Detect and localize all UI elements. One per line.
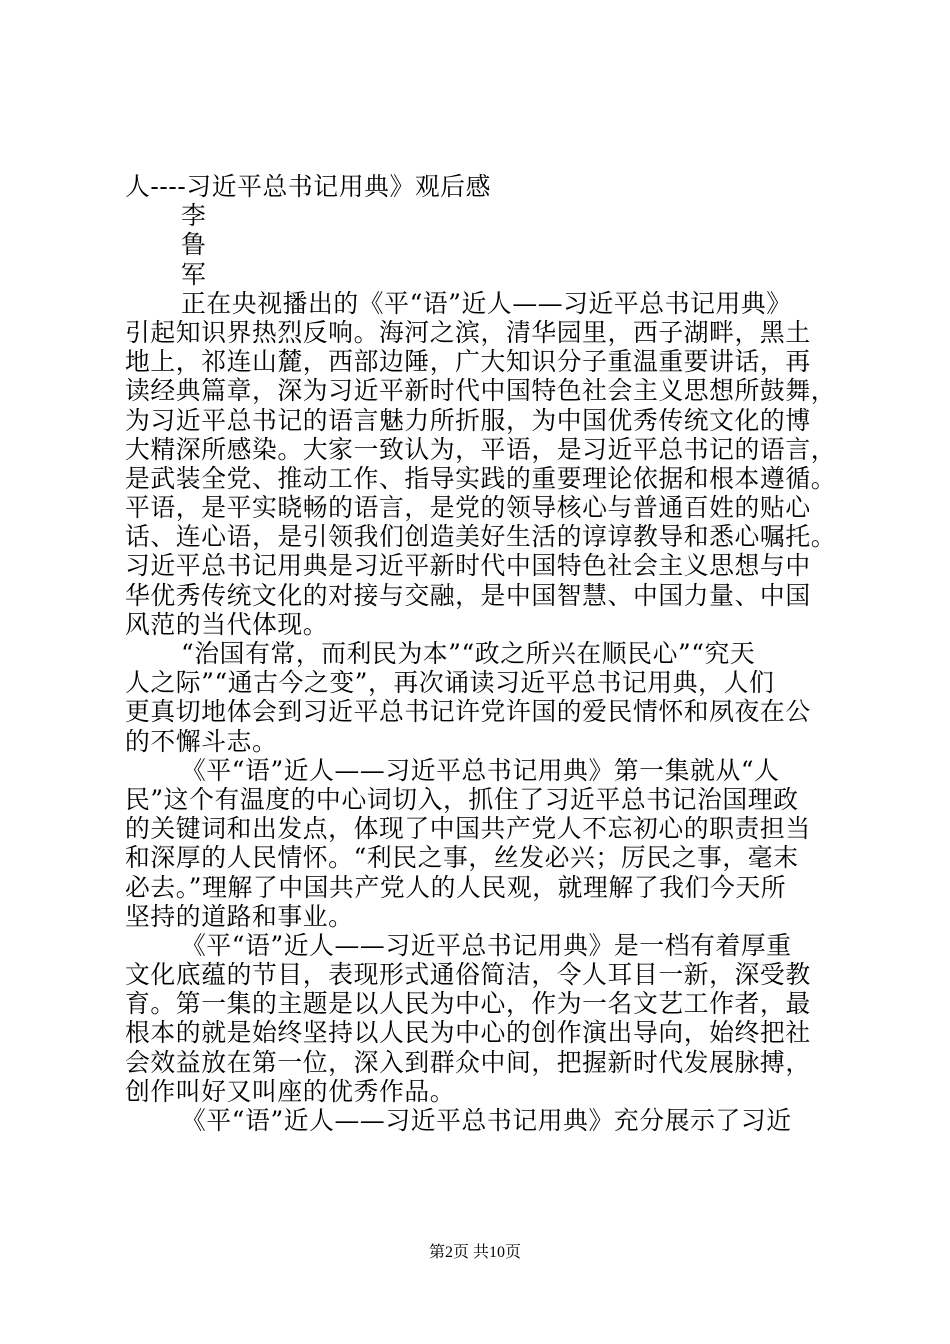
text-line: 《平“语”近人——习近平总书记用典》第一集就从“人: [181, 755, 780, 785]
text-line: 民”这个有温度的中心词切入，抓住了习近平总书记治国理政: [125, 784, 799, 814]
document-title-line: 人----习近平总书记用典》观后感: [125, 172, 492, 201]
text-line: 读经典篇章，深为习近平新时代中国特色社会主义思想所鼓舞，: [125, 376, 837, 406]
text-line: 军: [181, 259, 207, 289]
text-line: “治国有常，而利民为本”“政之所兴在顺民心”“究天: [181, 639, 756, 668]
text-line: 创作叫好又叫座的优秀作品。: [125, 1076, 456, 1106]
text-line: 文化底蕴的节目，表现形式通俗简洁，令人耳目一新，深受教: [125, 960, 811, 990]
document-body: [125, 172, 837, 1135]
text-line: 会效益放在第一位，深入到群众中间，把握新时代发展脉搏，: [125, 1047, 811, 1077]
text-line: 李: [181, 201, 207, 231]
text-line: 和深厚的人民情怀。“利民之事，丝发必兴；厉民之事，毫末: [125, 843, 799, 873]
text-line: 风范的当代体现。: [125, 609, 329, 639]
text-line: 正在央视播出的《平“语”近人——习近平总书记用典》: [181, 288, 792, 318]
text-line: 鲁: [181, 230, 207, 260]
text-line: 坚持的道路和事业。: [125, 901, 354, 931]
page-footer: 第2页 共10页: [428, 1244, 521, 1261]
text-line: 华优秀传统文化的对接与交融，是中国智慧、中国力量、中国: [125, 580, 811, 610]
text-line: 必去。”理解了中国共产党人的人民观，就理解了我们今天所: [125, 872, 787, 902]
text-line: 的关键词和出发点，体现了中国共产党人不忘初心的职责担当: [125, 814, 811, 844]
text-line: 《平“语”近人——习近平总书记用典》充分展示了习近: [181, 1106, 792, 1135]
text-line: 地上，祁连山麓，西部边陲，广大知识分子重温重要讲话，再: [125, 347, 811, 377]
text-line: 的不懈斗志。: [125, 726, 278, 756]
text-line: 《平“语”近人——习近平总书记用典》是一档有着厚重: [181, 930, 792, 960]
text-line: 引起知识界热烈反响。海河之滨，清华园里，西子湖畔，黑土: [125, 317, 811, 347]
text-line: 更真切地体会到习近平总书记许党许国的爱民情怀和夙夜在公: [125, 697, 811, 727]
text-line: 大精深所感染。大家一致认为，平语，是习近平总书记的语言，: [125, 434, 837, 464]
text-line: 是武装全党、推动工作、指导实践的重要理论依据和根本遵循。: [125, 463, 837, 493]
text-line: 习近平总书记用典是习近平新时代中国特色社会主义思想与中: [125, 551, 811, 581]
text-line: 根本的就是始终坚持以人民为中心的创作演出导向，始终把社: [125, 1018, 811, 1048]
text-line: 平语，是平实晓畅的语言，是党的领导核心与普通百姓的贴心: [125, 493, 811, 523]
text-line: 人之际”“通古今之变”，再次诵读习近平总书记用典，人们: [125, 668, 775, 698]
text-line: 育。第一集的主题是以人民为中心，作为一名文艺工作者，最: [125, 989, 811, 1019]
text-line: 话、连心语，是引领我们创造美好生活的谆谆教导和悉心嘱托。: [125, 522, 837, 552]
text-line: 为习近平总书记的语言魅力所折服，为中国优秀传统文化的博: [125, 405, 811, 435]
